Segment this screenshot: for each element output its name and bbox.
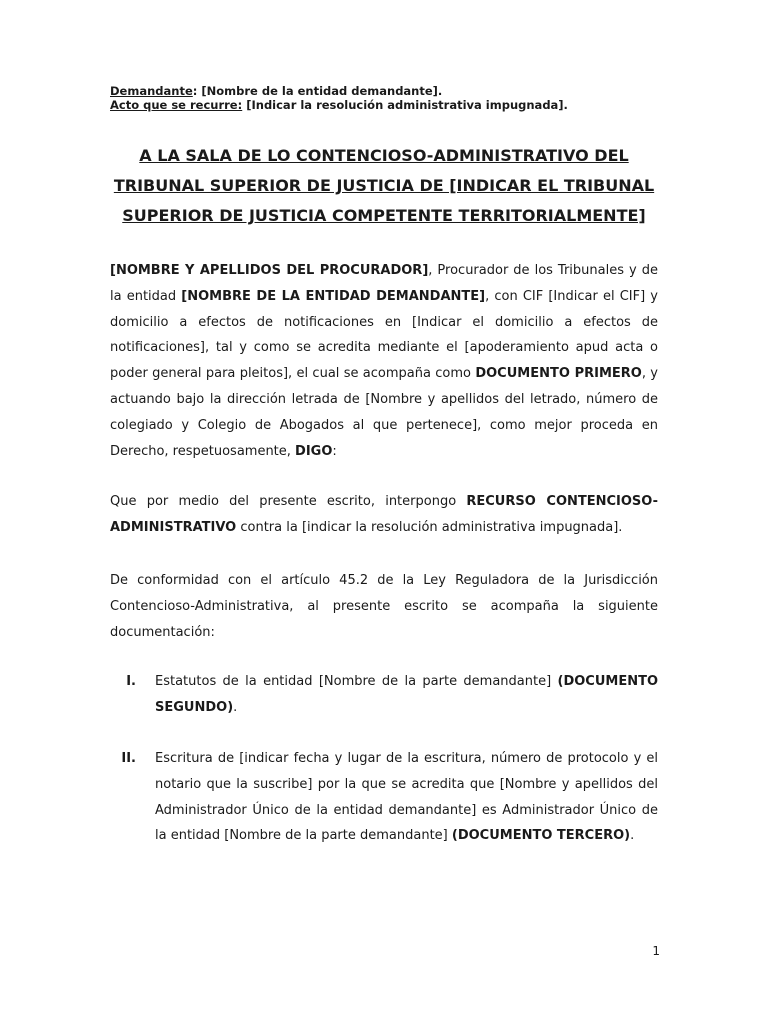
acto-line [110,98,670,112]
case-header [110,84,670,112]
demandante-label: Demandante [110,84,193,98]
page-number: 1 [652,944,660,958]
acto-label: Acto que se recurre: [110,98,243,112]
acto-value: [Indicar la resolución administrativa impugnada]. [242,98,568,112]
documento-tercero: (DOCUMENTO TERCERO) [451,828,631,844]
list-item-text [155,669,658,721]
paragraph-recurso [110,489,658,541]
list-item-number: I. [126,674,136,689]
demandante-value: : [Nombre de la entidad demandante]. [192,84,443,98]
document-title [108,141,660,231]
recurso-contencioso: RECURSO CONTENCIOSO-ADMINISTRATIVO [110,494,658,535]
list-item-text [155,746,658,849]
paragraph2-text-1: Que por medio del presente escrito, interpongo [110,494,467,509]
documento-segundo: (DOCUMENTO SEGUNDO) [155,674,658,715]
title-line-1: A LA SALA DE LO CONTENCIOSO-ADMINISTRATIVO DEL [139,146,629,165]
list-item-body: Estatutos de la entidad [Nombre de la parte demandante] [155,674,558,689]
paragraph1-text-1: , Procurador de los Tribunales y de la entidad [110,263,658,304]
demandante-line [110,84,670,98]
title-line-3: SUPERIOR DE JUSTICIA COMPETENTE TERRITORIALMENTE] [122,206,646,225]
entidad-name: [NOMBRE DE LA ENTIDAD DEMANDANTE] [181,288,486,304]
paragraph-documentacion: De conformidad con el artículo 45.2 de la Ley Reguladora de la Jurisdicción Contencioso-Administrativa, al presente escrito se acompaña la siguiente documentación: [110,573,658,640]
paragraph-procurador [110,258,658,464]
list-item-number: II. [121,751,136,766]
paragraph2-text-2: contra la [indicar la resolución administrativa impugnada]. [236,519,623,535]
documento-primero: DOCUMENTO PRIMERO [475,366,642,382]
list-item-end: . [630,828,635,844]
paragraph1-text-4: : [332,443,337,459]
paragraph1-text-2: , con CIF [Indicar el CIF] y domicilio a efectos de notificaciones en [Indicar el domicilio a efectos de notificaciones], tal y como se acredita mediante el [apoderamiento apud acta o poder general para pleitos], el cual se acompaña como [110,288,658,382]
list-item-body: Escritura de [indicar fecha y lugar de la escritura, número de protocolo y el notario que la suscribe] por la que se acredita que [Nombre y apellidos del Administrador Único de la entidad demandante] es Administrador Único de la entidad [Nombre de la parte demandante] [155,751,658,844]
title-line-2: TRIBUNAL SUPERIOR DE JUSTICIA DE [INDICAR EL TRIBUNAL [113,176,655,195]
procurador-name: [NOMBRE Y APELLIDOS DEL PROCURADOR] [110,263,429,278]
digo: DIGO [295,443,333,459]
list-item-end: . [233,699,238,715]
paragraph1-text-3: , y actuando bajo la dirección letrada de [Nombre y apellidos del letrado, número de colegiado y Colegio de Abogados al que pertenece], como mejor proceda en Derecho, respetuosamente, [110,366,659,459]
